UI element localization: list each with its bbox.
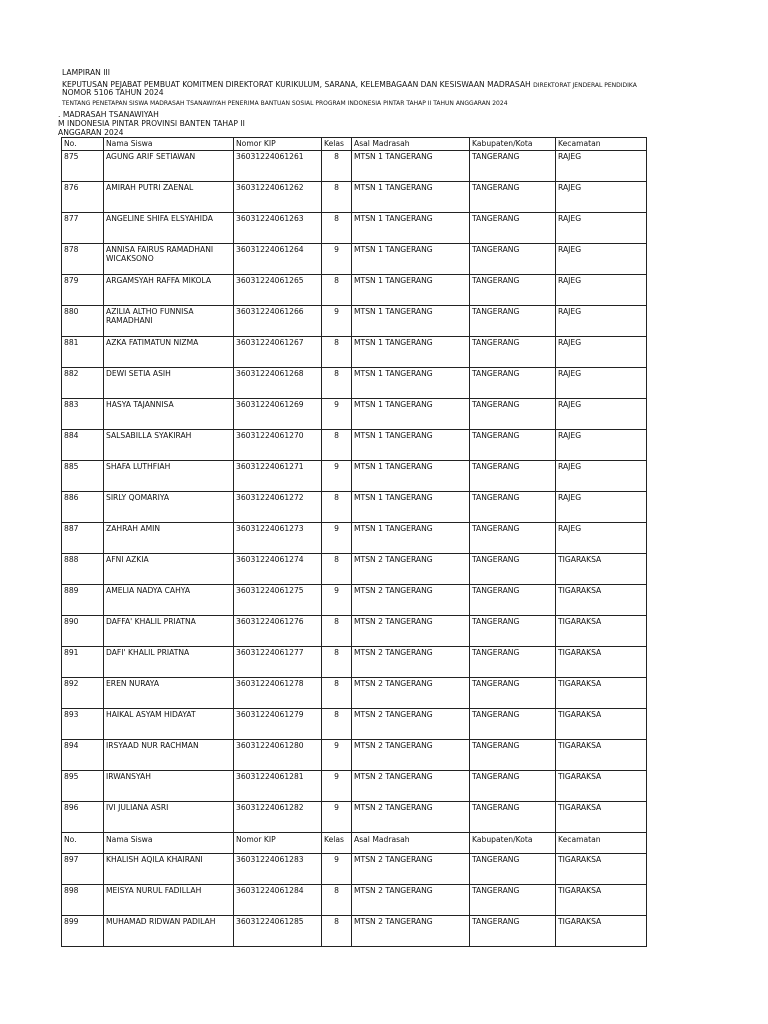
cell-nomor-kip: 36031224061280 (234, 740, 322, 771)
cell-kabupaten-kota: TANGERANG (470, 802, 556, 833)
cell-asal-madrasah: MTSN 2 TANGERANG (352, 678, 470, 709)
column-header-nama-siswa: Nama Siswa (104, 833, 234, 854)
cell-nomor-kip: 36031224061279 (234, 709, 322, 740)
cell-no: 884 (62, 430, 104, 461)
cell-no: 892 (62, 678, 104, 709)
table-row (62, 182, 647, 213)
cell-no: 885 (62, 461, 104, 492)
cell-kecamatan: TIGARAKSA (556, 740, 647, 771)
cell-nomor-kip: 36031224061269 (234, 399, 322, 430)
cell-kabupaten-kota: TANGERANG (470, 523, 556, 554)
cell-nomor-kip: 36031224061275 (234, 585, 322, 616)
cell-asal-madrasah: MTSN 2 TANGERANG (352, 616, 470, 647)
cell-asal-madrasah: MTSN 1 TANGERANG (352, 213, 470, 244)
cell-nama-siswa: ZAHRAH AMIN (104, 523, 234, 554)
cell-kelas: 9 (322, 399, 352, 430)
table-row (62, 647, 647, 678)
cell-nomor-kip: 36031224061278 (234, 678, 322, 709)
cell-nama-siswa: IVI JULIANA ASRI (104, 802, 234, 833)
cell-kecamatan: TIGARAKSA (556, 771, 647, 802)
cell-kabupaten-kota: TANGERANG (470, 885, 556, 916)
cell-kecamatan: RAJEG (556, 306, 647, 337)
cell-asal-madrasah: MTSN 1 TANGERANG (352, 244, 470, 275)
cell-asal-madrasah: MTSN 1 TANGERANG (352, 523, 470, 554)
doc-subtitle-3: ANGGARAN 2024 (58, 128, 124, 137)
cell-kelas: 8 (322, 492, 352, 523)
cell-kelas: 8 (322, 885, 352, 916)
cell-nomor-kip: 36031224061276 (234, 616, 322, 647)
column-header-kelas: Kelas (322, 138, 352, 151)
cell-no: 891 (62, 647, 104, 678)
column-header-kabupaten-kota: Kabupaten/Kota (470, 138, 556, 151)
cell-nomor-kip: 36031224061284 (234, 885, 322, 916)
cell-asal-madrasah: MTSN 2 TANGERANG (352, 771, 470, 802)
cell-kelas: 8 (322, 368, 352, 399)
table-header-row (62, 833, 647, 854)
cell-kabupaten-kota: TANGERANG (470, 461, 556, 492)
cell-asal-madrasah: MTSN 2 TANGERANG (352, 854, 470, 885)
cell-kecamatan: TIGARAKSA (556, 916, 647, 947)
cell-kecamatan: RAJEG (556, 337, 647, 368)
cell-kelas: 8 (322, 430, 352, 461)
cell-kecamatan: RAJEG (556, 368, 647, 399)
cell-nomor-kip: 36031224061270 (234, 430, 322, 461)
cell-kecamatan: RAJEG (556, 213, 647, 244)
cell-nama-siswa: KHALISH AQILA KHAIRANI (104, 854, 234, 885)
cell-nomor-kip: 36031224061261 (234, 151, 322, 182)
cell-nomor-kip: 36031224061277 (234, 647, 322, 678)
cell-kabupaten-kota: TANGERANG (470, 854, 556, 885)
cell-no: 899 (62, 916, 104, 947)
cell-no: 898 (62, 885, 104, 916)
cell-kelas: 8 (322, 275, 352, 306)
cell-kabupaten-kota: TANGERANG (470, 306, 556, 337)
table-row (62, 616, 647, 647)
cell-no: 877 (62, 213, 104, 244)
cell-kelas: 9 (322, 306, 352, 337)
cell-kelas: 8 (322, 647, 352, 678)
cell-nama-siswa: DAFFA' KHALIL PRIATNA (104, 616, 234, 647)
cell-nama-siswa: HASYA TAJANNISA (104, 399, 234, 430)
table-row (62, 368, 647, 399)
cell-asal-madrasah: MTSN 2 TANGERANG (352, 647, 470, 678)
table-row (62, 151, 647, 182)
cell-kabupaten-kota: TANGERANG (470, 182, 556, 213)
table-row (62, 585, 647, 616)
cell-nomor-kip: 36031224061272 (234, 492, 322, 523)
cell-kelas: 8 (322, 337, 352, 368)
cell-nomor-kip: 36031224061285 (234, 916, 322, 947)
cell-nama-siswa: AZILIA ALTHO FUNNISA RAMADHANI (104, 306, 234, 337)
cell-kelas: 8 (322, 151, 352, 182)
doc-subtitle-2: M INDONESIA PINTAR PROVINSI BANTEN TAHAP II (58, 119, 245, 128)
column-header-kecamatan: Kecamatan (556, 138, 647, 151)
column-header-nomor-kip: Nomor KIP (234, 138, 322, 151)
table-row (62, 854, 647, 885)
table-row (62, 802, 647, 833)
table-row (62, 244, 647, 275)
cell-kecamatan: TIGARAKSA (556, 709, 647, 740)
cell-nama-siswa: AZKA FATIMATUN NIZMA (104, 337, 234, 368)
cell-asal-madrasah: MTSN 1 TANGERANG (352, 151, 470, 182)
cell-nama-siswa: DEWI SETIA ASIH (104, 368, 234, 399)
cell-nama-siswa: SIRLY QOMARIYA (104, 492, 234, 523)
cell-nama-siswa: ARGAMSYAH RAFFA MIKOLA (104, 275, 234, 306)
cell-kecamatan: RAJEG (556, 399, 647, 430)
cell-kecamatan: TIGARAKSA (556, 554, 647, 585)
cell-kecamatan: TIGARAKSA (556, 585, 647, 616)
doc-decree-title-main: KEPUTUSAN PEJABAT PEMBUAT KOMITMEN DIREKTORAT KURIKULUM, SARANA, KELEMBAGAAN DAN KESISWAAN MADRASAH (62, 80, 531, 89)
cell-no: 878 (62, 244, 104, 275)
cell-no: 893 (62, 709, 104, 740)
cell-kelas: 9 (322, 854, 352, 885)
cell-nomor-kip: 36031224061282 (234, 802, 322, 833)
cell-kecamatan: RAJEG (556, 182, 647, 213)
cell-kelas: 9 (322, 740, 352, 771)
column-header-nomor-kip: Nomor KIP (234, 833, 322, 854)
cell-asal-madrasah: MTSN 1 TANGERANG (352, 182, 470, 213)
cell-kabupaten-kota: TANGERANG (470, 213, 556, 244)
cell-nomor-kip: 36031224061281 (234, 771, 322, 802)
table-row (62, 430, 647, 461)
cell-nomor-kip: 36031224061262 (234, 182, 322, 213)
cell-asal-madrasah: MTSN 1 TANGERANG (352, 337, 470, 368)
cell-nama-siswa: HAIKAL ASYAM HIDAYAT (104, 709, 234, 740)
cell-asal-madrasah: MTSN 2 TANGERANG (352, 802, 470, 833)
table-header-row (62, 138, 647, 151)
cell-nama-siswa: IRWANSYAH (104, 771, 234, 802)
cell-nama-siswa: MUHAMAD RIDWAN PADILAH (104, 916, 234, 947)
cell-nama-siswa: SHAFA LUTHFIAH (104, 461, 234, 492)
cell-kabupaten-kota: TANGERANG (470, 771, 556, 802)
cell-nama-siswa: MEISYA NURUL FADILLAH (104, 885, 234, 916)
column-header-nama-siswa: Nama Siswa (104, 138, 234, 151)
cell-no: 889 (62, 585, 104, 616)
cell-asal-madrasah: MTSN 1 TANGERANG (352, 399, 470, 430)
table-row (62, 461, 647, 492)
doc-subtitle-1: . MADRASAH TSANAWIYAH (58, 110, 159, 119)
cell-nama-siswa: IRSYAAD NUR RACHMAN (104, 740, 234, 771)
cell-no: 888 (62, 554, 104, 585)
cell-nomor-kip: 36031224061266 (234, 306, 322, 337)
table-row (62, 885, 647, 916)
cell-asal-madrasah: MTSN 2 TANGERANG (352, 885, 470, 916)
cell-nomor-kip: 36031224061271 (234, 461, 322, 492)
cell-kabupaten-kota: TANGERANG (470, 430, 556, 461)
cell-nomor-kip: 36031224061273 (234, 523, 322, 554)
cell-no: 875 (62, 151, 104, 182)
cell-kecamatan: TIGARAKSA (556, 616, 647, 647)
cell-no: 896 (62, 802, 104, 833)
cell-kabupaten-kota: TANGERANG (470, 368, 556, 399)
cell-kabupaten-kota: TANGERANG (470, 647, 556, 678)
cell-kelas: 9 (322, 523, 352, 554)
cell-kabupaten-kota: TANGERANG (470, 337, 556, 368)
table-row (62, 275, 647, 306)
cell-kecamatan: TIGARAKSA (556, 854, 647, 885)
column-header-asal-madrasah: Asal Madrasah (352, 138, 470, 151)
cell-kelas: 8 (322, 182, 352, 213)
cell-kelas: 9 (322, 244, 352, 275)
cell-kecamatan: RAJEG (556, 523, 647, 554)
cell-kelas: 9 (322, 771, 352, 802)
column-header-kecamatan: Kecamatan (556, 833, 647, 854)
cell-no: 897 (62, 854, 104, 885)
cell-kabupaten-kota: TANGERANG (470, 916, 556, 947)
cell-no: 894 (62, 740, 104, 771)
table-row (62, 399, 647, 430)
column-header-kelas: Kelas (322, 833, 352, 854)
cell-kecamatan: RAJEG (556, 275, 647, 306)
cell-kelas: 9 (322, 461, 352, 492)
cell-nama-siswa: AMIRAH PUTRI ZAENAL (104, 182, 234, 213)
cell-asal-madrasah: MTSN 1 TANGERANG (352, 306, 470, 337)
table-row (62, 740, 647, 771)
cell-asal-madrasah: MTSN 2 TANGERANG (352, 916, 470, 947)
cell-kelas: 9 (322, 585, 352, 616)
cell-no: 883 (62, 399, 104, 430)
doc-decree-subject: TENTANG PENETAPAN SISWA MADRASAH TSANAWIYAH PENERIMA BANTUAN SOSIAL PROGRAM INDONESIA PINTAR TAHAP II TAHUN ANGGARAN 2024 (62, 100, 508, 107)
column-header-asal-madrasah: Asal Madrasah (352, 833, 470, 854)
cell-no: 881 (62, 337, 104, 368)
cell-nomor-kip: 36031224061264 (234, 244, 322, 275)
cell-nomor-kip: 36031224061267 (234, 337, 322, 368)
cell-kabupaten-kota: TANGERANG (470, 678, 556, 709)
cell-nama-siswa: EREN NURAYA (104, 678, 234, 709)
doc-attachment-label: LAMPIRAN III (62, 68, 110, 77)
cell-kelas: 8 (322, 616, 352, 647)
doc-decree-title-small: DIREKTORAT JENDERAL PENDIDIKA (533, 82, 637, 89)
cell-kabupaten-kota: TANGERANG (470, 616, 556, 647)
cell-nomor-kip: 36031224061274 (234, 554, 322, 585)
cell-asal-madrasah: MTSN 1 TANGERANG (352, 368, 470, 399)
student-table (61, 137, 647, 947)
column-header-kabupaten-kota: Kabupaten/Kota (470, 833, 556, 854)
cell-kabupaten-kota: TANGERANG (470, 399, 556, 430)
cell-kabupaten-kota: TANGERANG (470, 709, 556, 740)
table-row (62, 709, 647, 740)
cell-asal-madrasah: MTSN 1 TANGERANG (352, 430, 470, 461)
cell-kecamatan: RAJEG (556, 244, 647, 275)
cell-kabupaten-kota: TANGERANG (470, 554, 556, 585)
cell-nama-siswa: AFNI AZKIA (104, 554, 234, 585)
table-row (62, 306, 647, 337)
cell-nomor-kip: 36031224061268 (234, 368, 322, 399)
cell-kecamatan: RAJEG (556, 492, 647, 523)
table-row (62, 337, 647, 368)
cell-kecamatan: TIGARAKSA (556, 647, 647, 678)
cell-asal-madrasah: MTSN 2 TANGERANG (352, 709, 470, 740)
cell-kelas: 9 (322, 802, 352, 833)
cell-no: 880 (62, 306, 104, 337)
cell-kecamatan: RAJEG (556, 151, 647, 182)
cell-kabupaten-kota: TANGERANG (470, 151, 556, 182)
doc-decree-number: NOMOR 5106 TAHUN 2024 (62, 88, 164, 97)
cell-kabupaten-kota: TANGERANG (470, 492, 556, 523)
cell-no: 886 (62, 492, 104, 523)
cell-kecamatan: TIGARAKSA (556, 885, 647, 916)
table-row (62, 678, 647, 709)
cell-kabupaten-kota: TANGERANG (470, 740, 556, 771)
cell-asal-madrasah: MTSN 1 TANGERANG (352, 461, 470, 492)
cell-nama-siswa: SALSABILLA SYAKIRAH (104, 430, 234, 461)
cell-no: 887 (62, 523, 104, 554)
cell-kelas: 8 (322, 709, 352, 740)
table-row (62, 492, 647, 523)
cell-kecamatan: RAJEG (556, 430, 647, 461)
cell-kelas: 8 (322, 678, 352, 709)
cell-nama-siswa: AMELIA NADYA CAHYA (104, 585, 234, 616)
cell-asal-madrasah: MTSN 2 TANGERANG (352, 554, 470, 585)
column-header-no: No. (62, 138, 104, 151)
cell-kecamatan: TIGARAKSA (556, 802, 647, 833)
table-row (62, 523, 647, 554)
cell-nomor-kip: 36031224061283 (234, 854, 322, 885)
table-row (62, 916, 647, 947)
cell-nama-siswa: AGUNG ARIF SETIAWAN (104, 151, 234, 182)
cell-asal-madrasah: MTSN 1 TANGERANG (352, 492, 470, 523)
cell-no: 876 (62, 182, 104, 213)
cell-no: 895 (62, 771, 104, 802)
cell-kabupaten-kota: TANGERANG (470, 244, 556, 275)
cell-nomor-kip: 36031224061263 (234, 213, 322, 244)
cell-no: 882 (62, 368, 104, 399)
table-row (62, 771, 647, 802)
cell-nama-siswa: DAFI' KHALIL PRIATNA (104, 647, 234, 678)
cell-nama-siswa: ANGELINE SHIFA ELSYAHIDA (104, 213, 234, 244)
cell-kelas: 8 (322, 916, 352, 947)
cell-kabupaten-kota: TANGERANG (470, 275, 556, 306)
cell-no: 879 (62, 275, 104, 306)
cell-nomor-kip: 36031224061265 (234, 275, 322, 306)
cell-asal-madrasah: MTSN 2 TANGERANG (352, 740, 470, 771)
cell-kecamatan: TIGARAKSA (556, 678, 647, 709)
cell-kelas: 8 (322, 554, 352, 585)
table-row (62, 554, 647, 585)
cell-asal-madrasah: MTSN 1 TANGERANG (352, 275, 470, 306)
cell-kecamatan: RAJEG (556, 461, 647, 492)
cell-no: 890 (62, 616, 104, 647)
table-row (62, 213, 647, 244)
cell-asal-madrasah: MTSN 2 TANGERANG (352, 585, 470, 616)
cell-kelas: 8 (322, 213, 352, 244)
cell-kabupaten-kota: TANGERANG (470, 585, 556, 616)
cell-nama-siswa: ANNISA FAIRUS RAMADHANI WICAKSONO (104, 244, 234, 275)
column-header-no: No. (62, 833, 104, 854)
